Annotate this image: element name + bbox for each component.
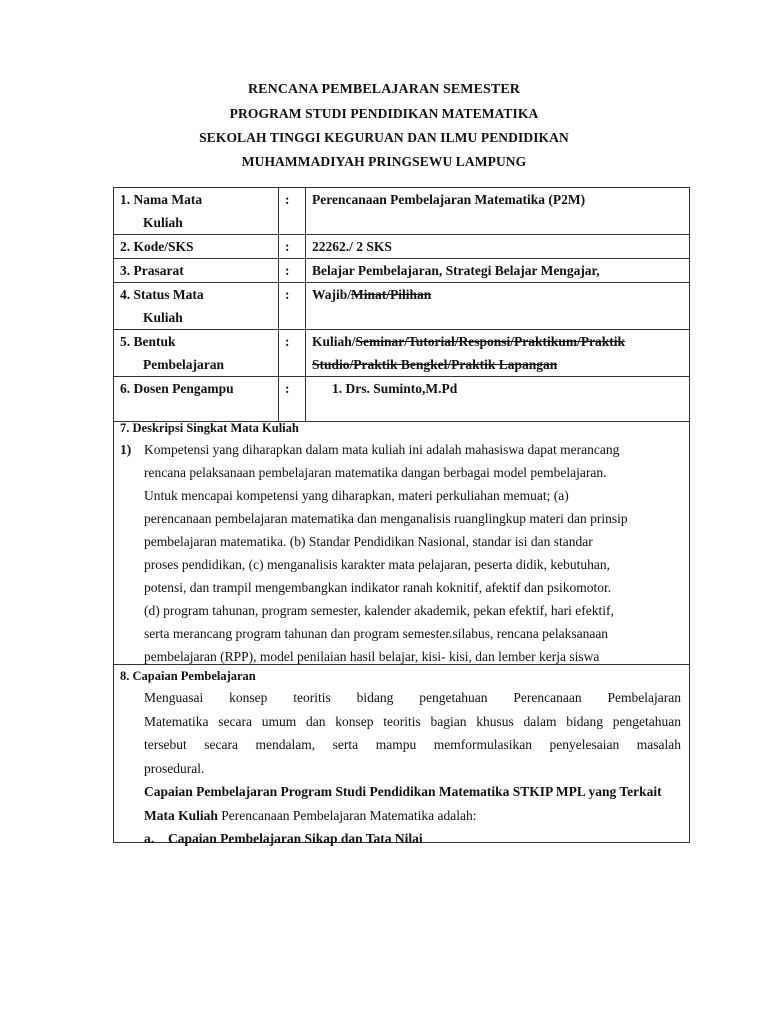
outcome-line-3: tersebut secara mendalam, serta mampu memformulasikan penyelesaian masalah <box>144 737 681 752</box>
label-course-name: 1. Nama Mata Kuliah <box>114 188 279 235</box>
label-prerequisite: 3. Prasarat <box>114 259 279 283</box>
section-learning-outcomes <box>113 665 690 846</box>
row-course-code <box>114 235 690 259</box>
header-title: RENCANA PEMBELAJARAN SEMESTER <box>247 82 521 97</box>
section-7-title: 7. Deskripsi Singkat Mata Kuliah <box>120 421 299 435</box>
header-program: PROGRAM STUDI PENDIDIKAN MATEMATIKA <box>229 106 539 121</box>
outcome-line-4: prosedural. <box>144 760 205 776</box>
section-8-title: 8. Capaian Pembelajaran <box>120 669 256 683</box>
value-course-name: Perencanaan Pembelajaran Matematika (P2M) <box>306 188 690 235</box>
document-header <box>0 78 768 174</box>
cp-heading-line-2: Mata Kuliah Perencanaan Pembelajaran Matematika adalah: <box>144 807 477 823</box>
label-lecturer: 6. Dosen Pengampu <box>114 377 279 422</box>
row-status <box>114 283 690 330</box>
desc-line-4: perencanaan pembelajaran matematika dan menganalisis ruanglingkup materi dan prinsip <box>144 511 628 526</box>
separator: : <box>279 330 306 377</box>
header-location: MUHAMMADIYAH PRINGSEWU LAMPUNG <box>241 154 527 169</box>
label-status: 4. Status Mata Kuliah <box>114 283 279 330</box>
description-item <box>114 438 689 668</box>
row-prerequisite <box>114 259 690 283</box>
separator: : <box>279 188 306 235</box>
course-info-table <box>113 187 690 422</box>
separator: : <box>279 235 306 259</box>
value-status: Wajib/Minat/Pilihan <box>306 283 690 330</box>
label-learning-form: 5. Bentuk Pembelajaran <box>114 330 279 377</box>
desc-line-8: (d) program tahunan, program semester, kalender akademik, pekan efektif, hari efektif, <box>144 603 614 618</box>
header-institution: SEKOLAH TINGGI KEGURUAN DAN ILMU PENDIDIKAN <box>199 130 569 145</box>
label-course-code: 2. Kode/SKS <box>114 235 279 259</box>
value-prerequisite: Belajar Pembelajaran, Strategi Belajar Mengajar, <box>306 259 690 283</box>
desc-line-6: proses pendidikan, (c) menganalisis karakter mata pelajaran, peserta didik, kebutuhan, <box>144 557 610 572</box>
separator: : <box>279 259 306 283</box>
item-number: 1) <box>120 442 132 457</box>
desc-line-3: Untuk mencapai kompetensi yang diharapkan, materi perkuliahan memuat; (a) <box>144 488 569 503</box>
value-course-code: 22262./ 2 SKS <box>306 235 690 259</box>
desc-line-2: rencana pelaksanaan pembelajaran matematika dangan berbagai model pembelajaran. <box>144 465 607 480</box>
row-course-name <box>114 188 690 235</box>
section-description <box>113 416 690 665</box>
row-learning-form <box>114 330 690 377</box>
subsection-a: a. Capaian Pembelajaran Sikap dan Tata Nilai <box>144 831 423 846</box>
outcome-line-1: Menguasai konsep teoritis bidang pengetahuan Perencanaan Pembelajaran <box>144 690 681 705</box>
row-lecturer <box>114 377 690 422</box>
separator: : <box>279 283 306 330</box>
desc-line-5: pembelajaran matematika. (b) Standar Pendidikan Nasional, standar isi dan standar <box>144 534 593 549</box>
value-lecturer: 1. Drs. Suminto,M.Pd <box>306 377 690 422</box>
desc-line-1: Kompetensi yang diharapkan dalam mata kuliah ini adalah mahasiswa dapat merancang <box>144 442 620 457</box>
desc-line-7: potensi, dan trampil mengembangkan indikator ranah koknitif, afektif dan psikomotor. <box>144 580 612 595</box>
outcome-line-2: Matematika secara umum dan konsep teoritis bagian khusus dalam bidang pengetahuan <box>144 713 681 729</box>
cp-heading-line-1: Capaian Pembelajaran Program Studi Pendidikan Matematika STKIP MPL yang Terkait <box>144 784 662 799</box>
outcomes-paragraph <box>114 686 689 827</box>
separator: : <box>279 377 306 422</box>
desc-line-9: serta merancang program tahunan dan program semester.silabus, rencana pelaksanaan <box>144 626 609 641</box>
value-learning-form: Kuliah/Seminar/Tutorial/Responsi/Praktikum/Praktik Studio/Praktik Bengkel/Praktik Lapangan <box>306 330 690 377</box>
desc-line-10: pembelajaran (RPP), model penilaian hasil belajar, kisi- kisi, dan lember kerja siswa <box>144 649 600 664</box>
